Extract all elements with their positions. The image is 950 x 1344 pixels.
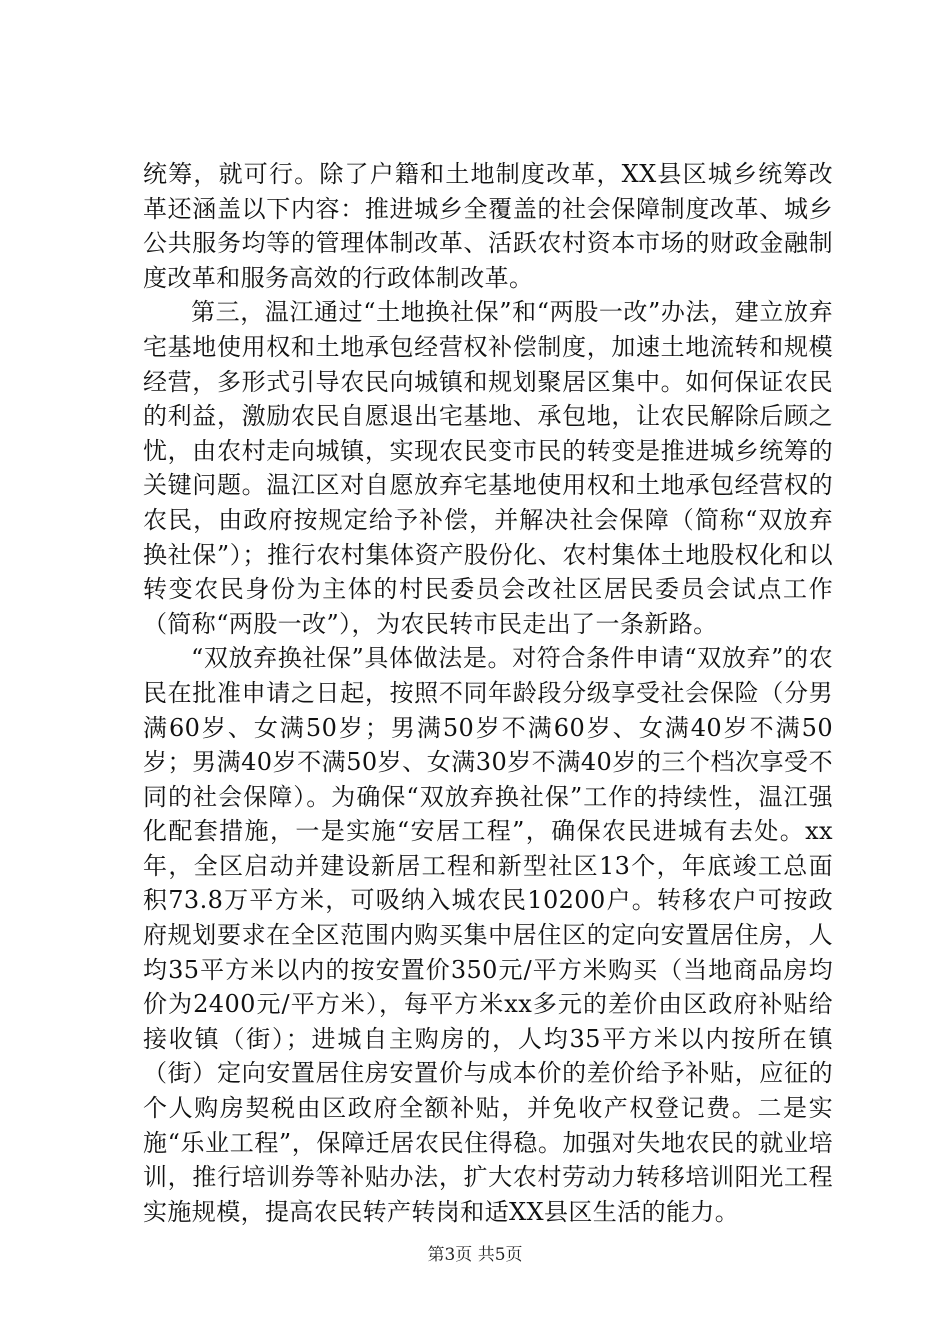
page-number-footer: 第3页 共5页: [427, 1245, 523, 1265]
paragraph-2: 第三，温江通过“土地换社保”和“两股一改”办法，建立放弃宅基地使用权和土地承包经营权补偿制度，加速土地流转和规模经营，多形式引导农民向城镇和规划聚居区集中。如何保证农民的利益，激励农民自愿退出宅基地、承包地，让农民解除后顾之忧，由农村走向城镇，实现农民变市民的转变是推进城乡统筹的关键问题。温江区对自愿放弃宅基地使用权和土地承包经营权的农民，由政府按规定给予补偿，并解决社会保障（简称“双放弃换社保”）；推行农村集体资产股份化、农村集体土地股权化和以转变农民身份为主体的村民委员会改社区居民委员会试点工作（简称“两股一改”），为农民转市民走出了一条新路。: [143, 298, 833, 638]
paragraph-1: 统筹，就可行。除了户籍和土地制度改革，XX县区城乡统筹改革还涵盖以下内容：推进城乡全覆盖的社会保障制度改革、城乡公共服务均等的管理体制改革、活跃农村资本市场的财政金融制度改革和服务高效的行政体制改革。: [143, 160, 833, 292]
paragraph-3: “双放弃换社保”具体做法是。对符合条件申请“双放弃”的农民在批准申请之日起，按照不同年龄段分级享受社会保险（分男满60岁、女满50岁；男满50岁不满60岁、女满40岁不满50岁；男满40岁不满50岁、女满30岁不满40岁的三个档次享受不同的社会保障）。为确保“双放弃换社保”工作的持续性，温江强化配套措施，一是实施“安居工程”，确保农民进城有去处。xx年，全区启动并建设新居工程和新型社区13个，年底竣工总面积73.8万平方米，可吸纳入城农民10200户。转移农户可按政府规划要求在全区范围内购买集中居住区的定向安置居住房，人均35平方米以内的按安置价350元/平方米购买（当地商品房均价为2400元/平方米），每平方米xx多元的差价由区政府补贴给接收镇（街）；进城自主购房的，人均35平方米以内按所在镇（街）定向安置居住房安置价与成本价的差价给予补贴，应征的个人购房契税由区政府全额补贴，并免收产权登记费。二是实施“乐业工程”，保障迁居农民住得稳。加强对失地农民的就业培训，推行培训券等补贴办法，扩大农村劳动力转移培训阳光工程实施规模，提高农民转产转岗和适XX县区生活的能力。: [143, 644, 833, 1226]
document-body: [143, 157, 833, 1229]
